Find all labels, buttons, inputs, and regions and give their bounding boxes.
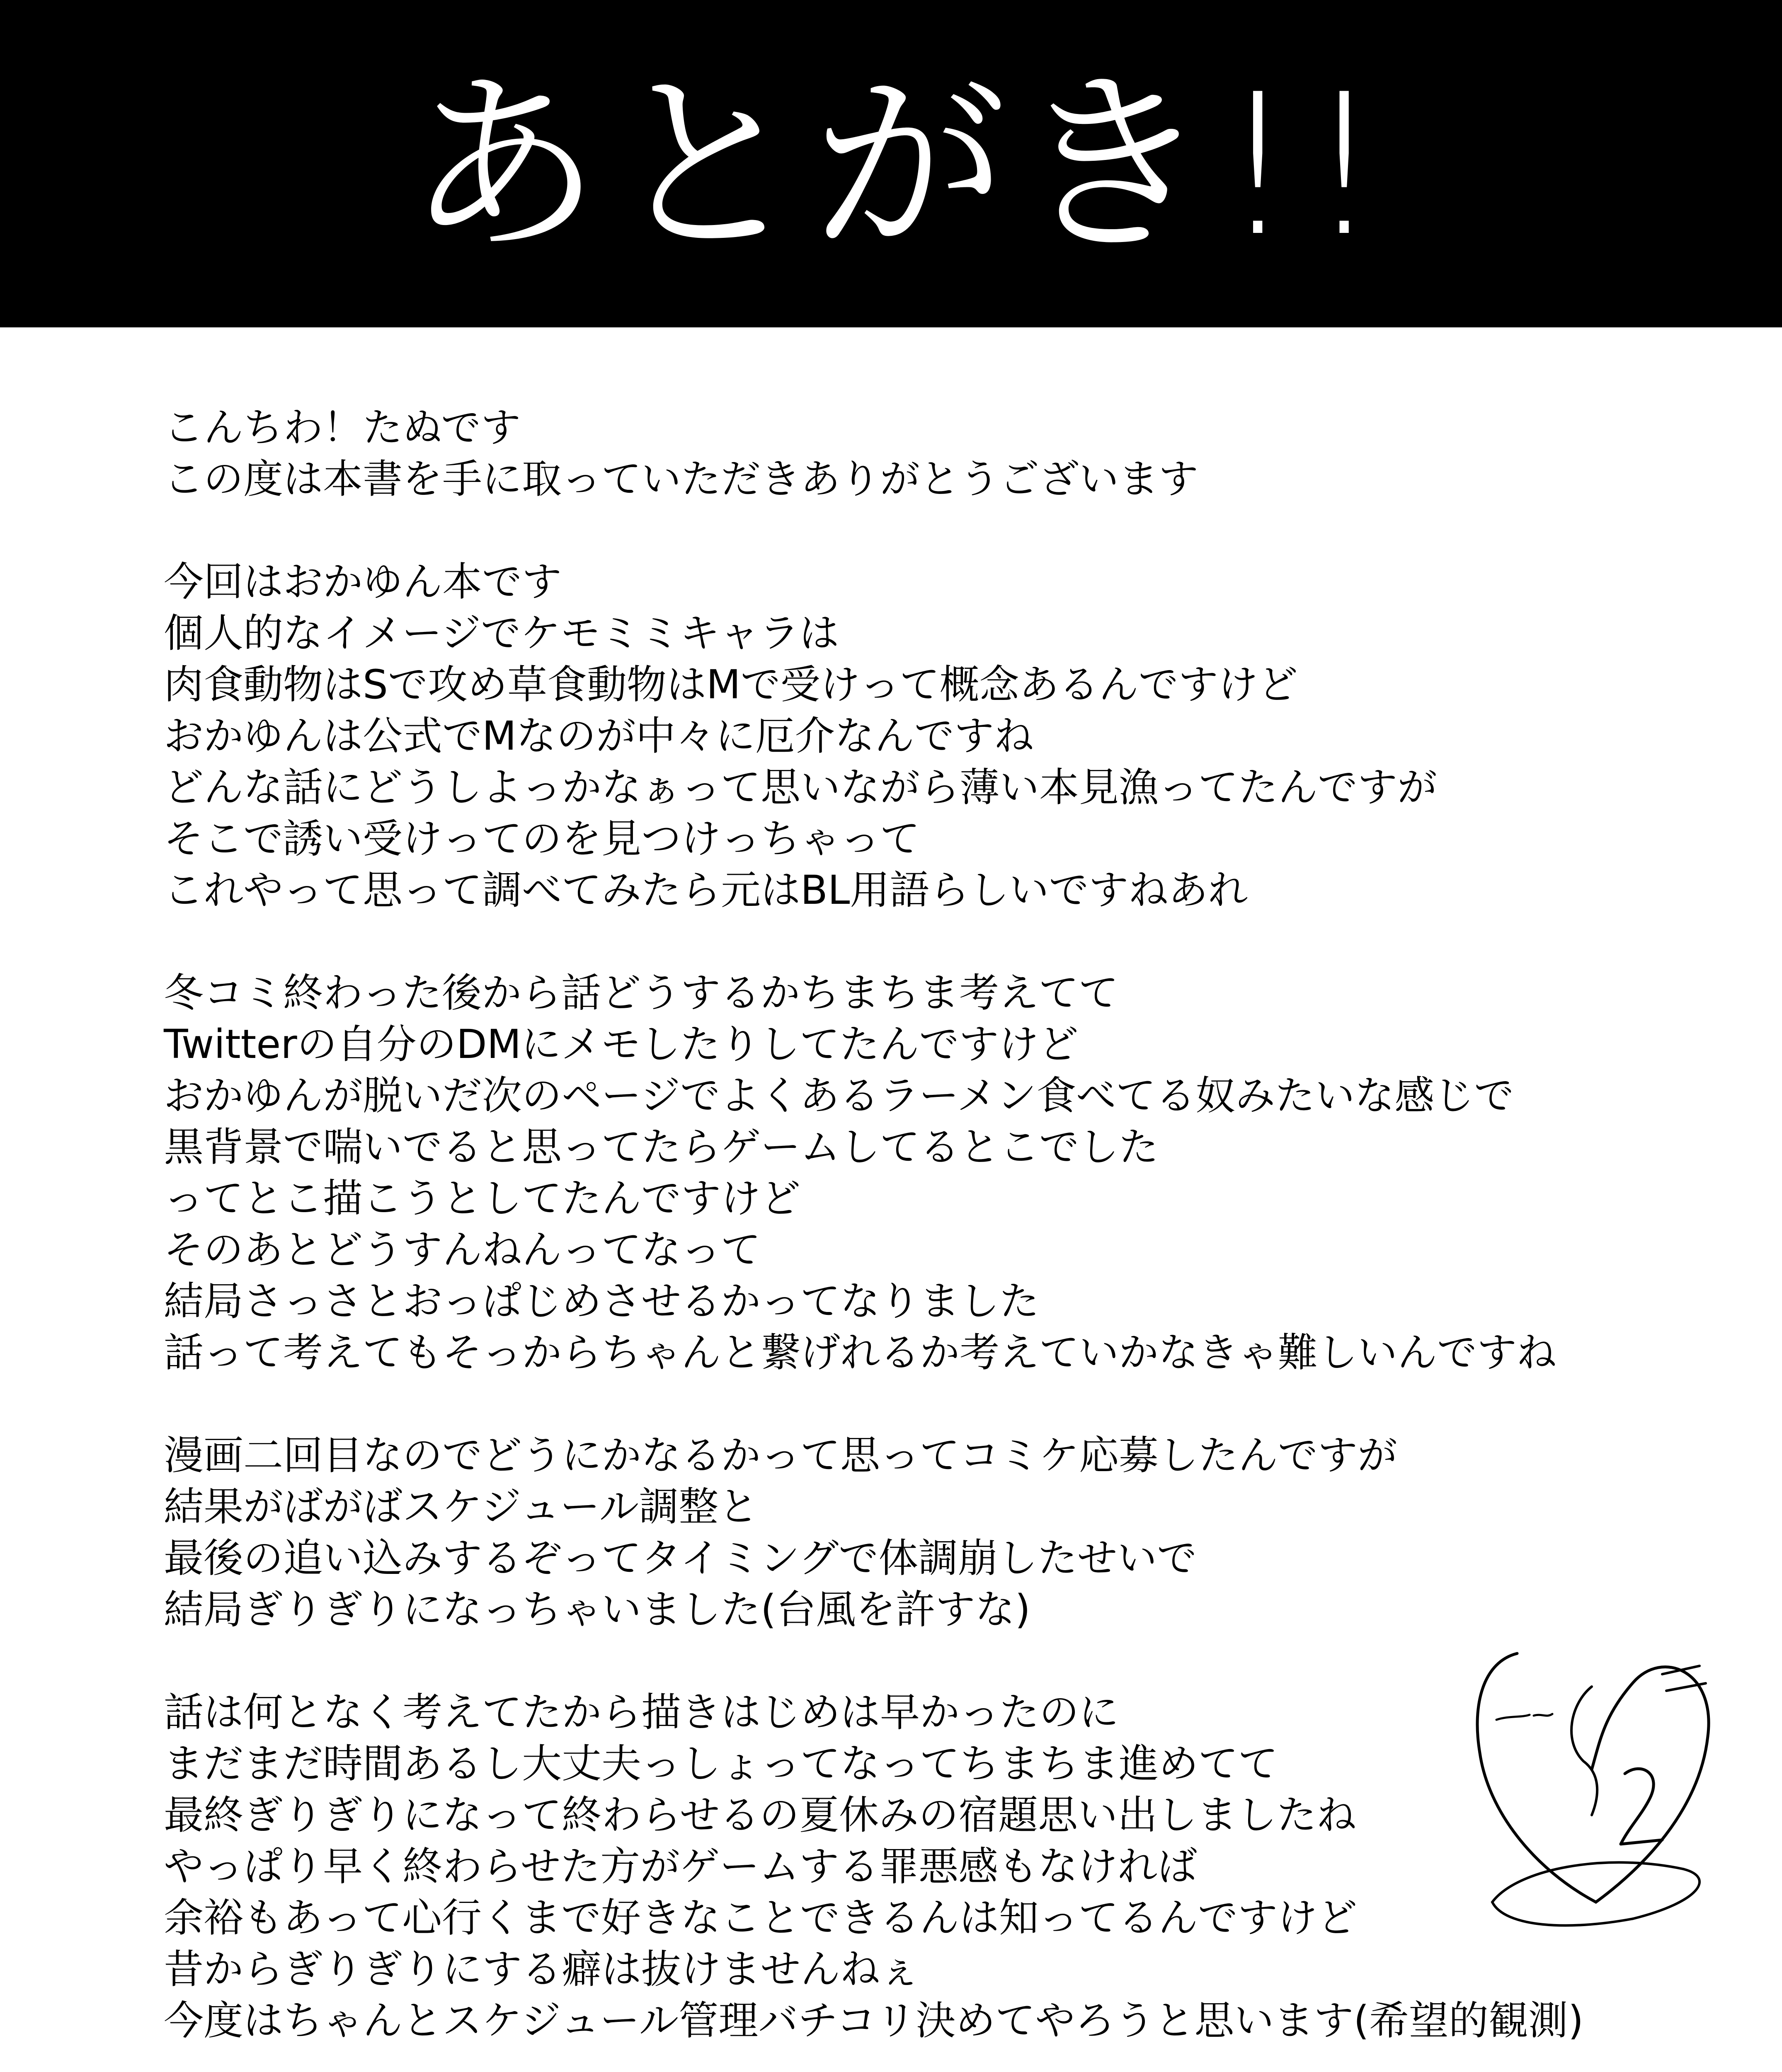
text-line: 冬コミ終わった後から話どうするかちまちま考えてて [164, 970, 1119, 1016]
text-line: ってとこ描こうとしてたんですけど [164, 1175, 800, 1222]
text-line: 今回はおかゆん本です [164, 559, 562, 605]
text-line: おかゆんが脱いだ次のページでよくあるラーメン食べてる奴みたいな感じで [164, 1072, 1514, 1119]
text-line: おかゆんは公式でMなのが中々に厄介なんですね [164, 713, 1034, 759]
text-line: 肉食動物はSで攻め草食動物はMで受けって概念あるんですけど [164, 661, 1298, 708]
text-line: やっぱり早く終わらせた方がゲームする罪悪感もなければ [164, 1843, 1198, 1890]
text-line: そこで誘い受けってのを見つけっちゃって [164, 816, 920, 862]
text-line: 昔からぎりぎりにする癖は抜けませんねぇ [164, 1946, 920, 1992]
paragraph [164, 402, 1681, 505]
text-line: 余裕もあって心行くまで好きなことできるんは知ってるんですけど [164, 1895, 1358, 1941]
header-band [0, 0, 1782, 327]
paragraph [164, 1430, 1681, 1635]
text-line: 個人的なイメージでケモミミキャラは [164, 610, 839, 656]
text-line: これやって思って調べてみたら元はBL用語らしいですねあれ [164, 867, 1248, 913]
signature-doodle [1467, 1637, 1733, 1935]
text-line: 結局さっさとおっぱじめさせるかってなりました [164, 1278, 1039, 1324]
text-line: どんな話にどうしよっかなぁって思いながら薄い本見漁ってたんですが [164, 764, 1437, 811]
text-line: 話って考えてもそっからちゃんと繋げれるか考えていかなきゃ難しいんですね [164, 1329, 1557, 1376]
text-line: そのあとどうすんねんってなって [164, 1227, 761, 1273]
text-line: 最終ぎりぎりになって終わらせるの夏休みの宿題思い出しましたね [164, 1792, 1357, 1838]
paragraph [164, 967, 1681, 1378]
text-line: 黒背景で喘いでると思ってたらゲームしてるとこでした [164, 1124, 1159, 1170]
text-line: この度は本書を手に取っていただきありがとうございます [164, 456, 1198, 502]
text-line: こんちわ！たぬです [164, 404, 521, 451]
afterword-body [164, 402, 1681, 2072]
text-line: 結果がばがばスケジュール調整と [164, 1484, 759, 1530]
text-line: Twitterの自分のDMにメモしたりしてたんですけど [164, 1021, 1079, 1067]
text-line: 今度はちゃんとスケジュール管理バチコリ決めてやろうと思います(希望的観測) [164, 1997, 1584, 2044]
text-line: まだまだ時間あるし大丈夫っしょってなってちまちま進めてて [164, 1740, 1278, 1787]
paragraph [164, 556, 1681, 916]
text-line: 漫画二回目なのでどうにかなるかって思ってコミケ応募したんですが [164, 1432, 1397, 1479]
text-line: 結局ぎりぎりになっちゃいました(台風を許すな) [164, 1586, 1030, 1633]
text-line: 最後の追い込みするぞってタイミングで体調崩したせいで [164, 1535, 1197, 1581]
page-title: あとがき!! [406, 52, 1392, 279]
paragraph [164, 1687, 1681, 2046]
text-line: 話は何となく考えてたから描きはじめは早かったのに [164, 1689, 1119, 1736]
